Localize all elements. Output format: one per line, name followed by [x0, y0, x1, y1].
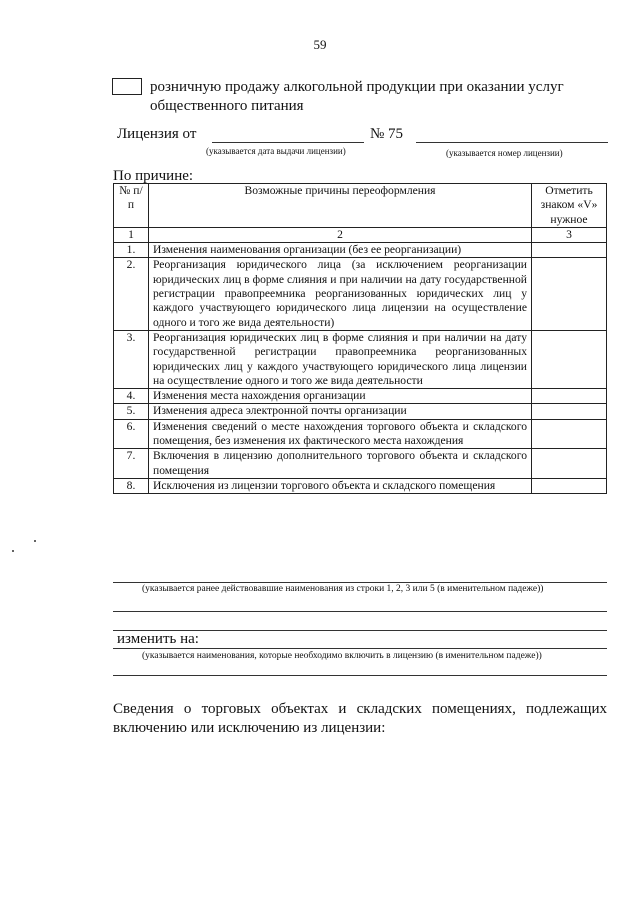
row-number: 1.	[114, 243, 149, 258]
license-number-label: № 75	[370, 126, 404, 142]
row-number: 3.	[114, 330, 149, 388]
row-number: 7.	[114, 449, 149, 479]
header-mark: Отметить знаком «V» нужное	[532, 184, 607, 228]
change-to-line[interactable]	[113, 648, 607, 649]
row-mark-cell[interactable]	[532, 258, 607, 330]
table-index-row	[114, 227, 607, 242]
table-row	[114, 449, 607, 479]
row-number: 5.	[114, 404, 149, 419]
index-cell-2: 2	[149, 227, 532, 242]
previous-names-line[interactable]	[113, 582, 607, 583]
page-number: 59	[313, 37, 327, 52]
row-number: 8.	[114, 478, 149, 493]
retail-checkbox[interactable]	[112, 78, 142, 95]
header-reasons: Возможные причины переоформления	[149, 184, 532, 228]
reasons-table	[113, 183, 607, 494]
table-header-row	[114, 184, 607, 228]
row-reason: Реорганизация юридических лиц в форме слияния и при наличии на дату государственной регистрации правопреемника реорганизованных юридических лиц у каждого участвующего юридического лица лицензии на осуществление одного и того же вида деятельности	[149, 330, 532, 388]
index-cell-1: 1	[114, 227, 149, 242]
row-reason: Изменения адреса электронной почты организации	[149, 404, 532, 419]
row-mark-cell[interactable]	[532, 478, 607, 493]
license-date-field[interactable]	[212, 142, 364, 143]
license-number-field[interactable]	[416, 142, 608, 143]
row-mark-cell[interactable]	[532, 389, 607, 404]
license-number-hint: (указывается номер лицензии)	[446, 148, 563, 158]
retail-option-line1: розничную продажу алкогольной продукции при оказании услуг	[150, 79, 564, 95]
row-number: 6.	[114, 419, 149, 449]
table-row	[114, 243, 607, 258]
row-number: 4.	[114, 389, 149, 404]
previous-names-line-2[interactable]	[113, 611, 607, 612]
scan-mark	[12, 550, 14, 552]
retail-option-text	[150, 78, 590, 116]
table-row	[114, 258, 607, 330]
table-row	[114, 478, 607, 493]
table-row	[114, 404, 607, 419]
table-row	[114, 330, 607, 388]
row-reason: Реорганизация юридического лица (за исключением реорганизации юридических лиц в форме слияния и при наличии на дату государственной регистрации правопреемника реорганизованных юридических лиц у каждого участвующего юридического лица лицензии на осуществление одного и того же вида деятельности)	[149, 258, 532, 330]
table-row	[114, 419, 607, 449]
row-mark-cell[interactable]	[532, 419, 607, 449]
row-reason: Изменения сведений о месте нахождения торгового объекта и складского помещения, без изменения их фактического места нахождения	[149, 419, 532, 449]
change-to-hint: (указывается наименования, которые необходимо включить в лицензию (в именительном падеже))	[142, 651, 542, 661]
row-reason: Изменения наименования организации (без ее реорганизации)	[149, 243, 532, 258]
row-mark-cell[interactable]	[532, 330, 607, 388]
previous-names-hint: (указывается ранее действовавшие наименования из строки 1, 2, 3 или 5 (в именительном падеже))	[142, 584, 544, 594]
license-date-hint: (указывается дата выдачи лицензии)	[206, 146, 346, 156]
retail-option-line2: общественного питания	[150, 98, 304, 114]
reasons-heading: По причине:	[113, 168, 194, 184]
info-paragraph: Сведения о торговых объектах и складских помещениях, подлежащих включению или исключению из лицензии:	[113, 701, 607, 736]
change-to-line-2[interactable]	[113, 675, 607, 676]
header-number: № п/п	[114, 184, 149, 228]
row-reason: Изменения места нахождения организации	[149, 389, 532, 404]
row-mark-cell[interactable]	[532, 404, 607, 419]
license-label: Лицензия от	[117, 126, 197, 142]
row-reason: Включения в лицензию дополнительного торгового объекта и складского помещения	[149, 449, 532, 479]
row-mark-cell[interactable]	[532, 243, 607, 258]
change-to-label: изменить на:	[117, 631, 199, 647]
row-mark-cell[interactable]	[532, 449, 607, 479]
row-reason: Исключения из лицензии торгового объекта и складского помещения	[149, 478, 532, 493]
row-number: 2.	[114, 258, 149, 330]
scan-mark	[34, 540, 36, 542]
index-cell-3: 3	[532, 227, 607, 242]
table-row	[114, 389, 607, 404]
